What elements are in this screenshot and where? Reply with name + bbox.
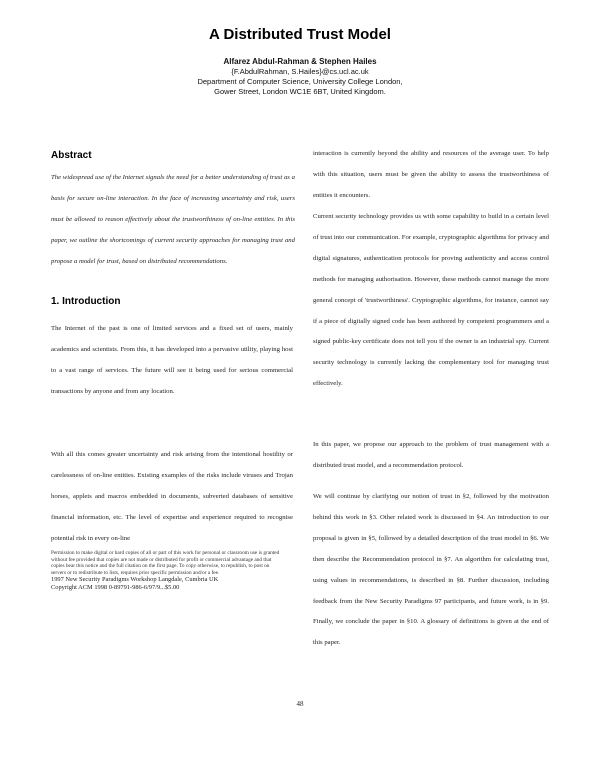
author-address: Gower Street, London WC1E 6BT, United Kingdom.: [214, 87, 386, 96]
right-paragraph-3: In this paper, we propose our approach to the problem of trust management with a distributed trust model, and a recommendation protocol.: [313, 441, 549, 469]
permission-notice: Permission to make digital or hard copies of all or part of this work for personal or classroom use is granted without fee provided that copies are not made or distributed for profit or commercial advantage and that copies bear this notice and the full citation on the first page. To copy otherwise, to republish, to post on servers or to redistribute to lists, requires prior specific permission and/or a fee.: [51, 550, 280, 576]
introduction-heading: 1. Introduction: [51, 296, 121, 307]
abstract-text: The widespread use of the Internet signals the need for a better understanding of trust as a basis for secure on-line interaction. In the face of increasing uncertainty and risk, users must be allowed to reason effectively about the trustworthiness of on-line entities. In this paper, we outline the shortcomings of current security approaches for managing trust and propose a model for trust, based on distributed recommendations.: [51, 174, 295, 265]
abstract-heading: Abstract: [51, 150, 92, 161]
paper-authors: Alfarez Abdul-Rahman & Stephen Hailes: [223, 57, 377, 66]
author-department: Department of Computer Science, University College London,: [197, 77, 403, 86]
paper-title: A Distributed Trust Model: [209, 26, 391, 43]
conference-line: 1997 New Security Paradigms Workshop Langdale, Cumbria UK: [51, 576, 219, 584]
intro-paragraph-2: With all this comes greater uncertainty and risk arising from the intentional hostility or carelessness of on-line entities. Existing examples of the risks include viruses and Trojan horses, applets and macros embedded in documents, subverted databases of sensitive financial information, etc. The level of expertise and experience required to recognise potential risk in every on-line: [51, 451, 293, 542]
intro-paragraph-1: The Internet of the past is one of limited services and a fixed set of users, mainly academics and scientists. From this, it has developed into a pervasive utility, playing host to a vast range of services. The future will see it being used for serious commercial transactions by anyone and from any location.: [51, 325, 293, 395]
copyright-footnote: [51, 550, 281, 591]
right-paragraph-2: Current security technology provides us with some capability to build in a certain level of trust into our communication. For example, cryptographic algorithms for privacy and digital signatures, authentication protocols for proving authenticity and access control methods for managing authorisation. However, these methods cannot manage the more general concept of 'trustworthiness'. Cryptographic algorithms, for instance, cannot say if a piece of digitally signed code has been authored by competent programmers and a signed public-key certificate does not tell you if the owner is an industrial spy. Current security technology is currently lacking the complementary tool for managing trust effectively.: [313, 213, 549, 388]
copyright-line: Copyright ACM 1998 0-89791-986-6/97/9...$5.00: [51, 583, 180, 591]
right-paragraph-1: interaction is currently beyond the ability and resources of the average user. To help with this situation, users must be given the ability to assess the trustworthiness of entities it encounters.: [313, 150, 549, 199]
page-number: 48: [296, 700, 304, 708]
right-paragraph-4: We will continue by clarifying our notion of trust in §2, followed by the motivation behind this work in §3. Other related work is discussed in §4. An introduction to our proposal is given in §5, followed by a detailed description of the trust model in §6. We then describe the Recommendation protocol in §7. An algorithm for calculating trust, using values in recommendations, is described in §8. Further discussion, including feedback from the New Security Paradigms 97 participants, and future work, is in §9. Finally, we conclude the paper in §10. A glossary of definitions is given at the end of this paper.: [313, 493, 549, 647]
author-emails: {F.AbdulRahman, S.Hailes}@cs.ucl.ac.uk: [231, 67, 369, 76]
